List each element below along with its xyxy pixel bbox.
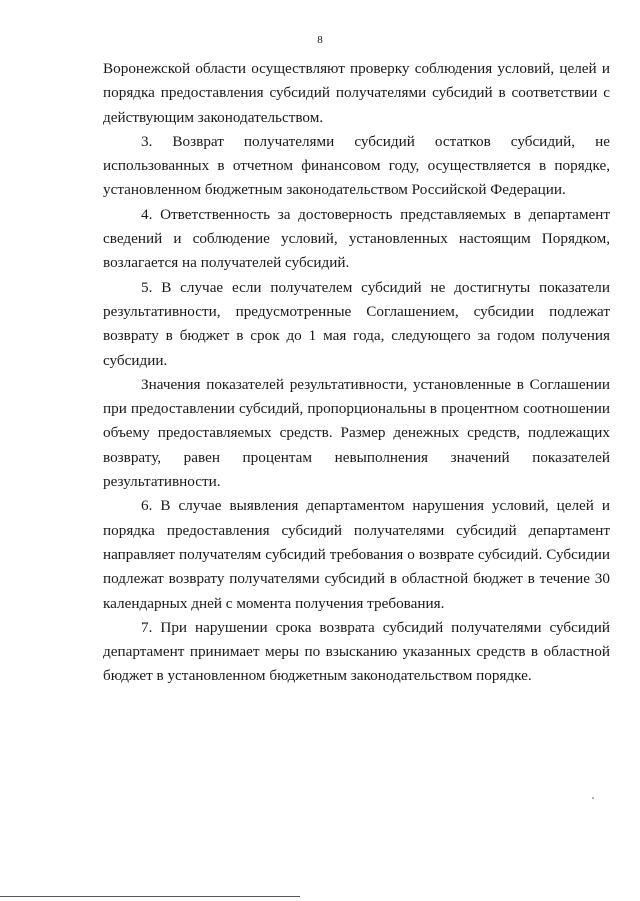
page-number: 8 — [317, 34, 323, 46]
paragraph-item-7: 7. При нарушении срока возврата субсидий получателями субсидий департамент принимает меры по взысканию указанных средств в областной бюджет в установленном бюджетным законодательством порядке. — [103, 618, 610, 685]
paragraph-item-6: 6. В случае выявления департаментом нарушения условий, целей и порядка предоставления субсидий получателями субсидий департамент направляет получателям субсидий требования о возврате субсидий. Субсидии подлежат возврату получателями субсидий в областной бюджет в течение 30 календарных дней с момента получения требования. — [103, 497, 610, 612]
paragraph-continuation: Воронежской области осуществляют проверку соблюдения условий, целей и порядка предоставления субсидий получателями субсидий в соответствии с действующим законодательством. — [103, 60, 610, 126]
paragraph-item-3: 3. Возврат получателями субсидий остатков субсидий, не использованных в отчетном финансовом году, осуществляется в порядке, установленном бюджетным законодательством Российской Федерации. — [103, 132, 610, 199]
bottom-scan-edge — [0, 896, 300, 897]
scan-speck — [592, 797, 594, 799]
document-body — [103, 57, 610, 689]
paragraph-performance-indicators: Значения показателей результативности, установленные в Соглашении при предоставлении субсидий, пропорциональны в процентном соотношении объему предоставляемых средств. Размер денежных средств, подлежащих возврату, равен процентам невыполнения значений показателей результативности. — [103, 375, 610, 491]
paragraph-item-4: 4. Ответственность за достоверность представляемых в департамент сведений и соблюдение условий, установленных настоящим Порядком, возлагается на получателей субсидий. — [103, 205, 610, 272]
paragraph-item-5: 5. В случае если получателем субсидий не достигнуты показатели результативности, предусмотренные Соглашением, субсидии подлежат возврату в бюджет в срок до 1 мая года, следующего за годом получения субсидии. — [103, 278, 610, 369]
